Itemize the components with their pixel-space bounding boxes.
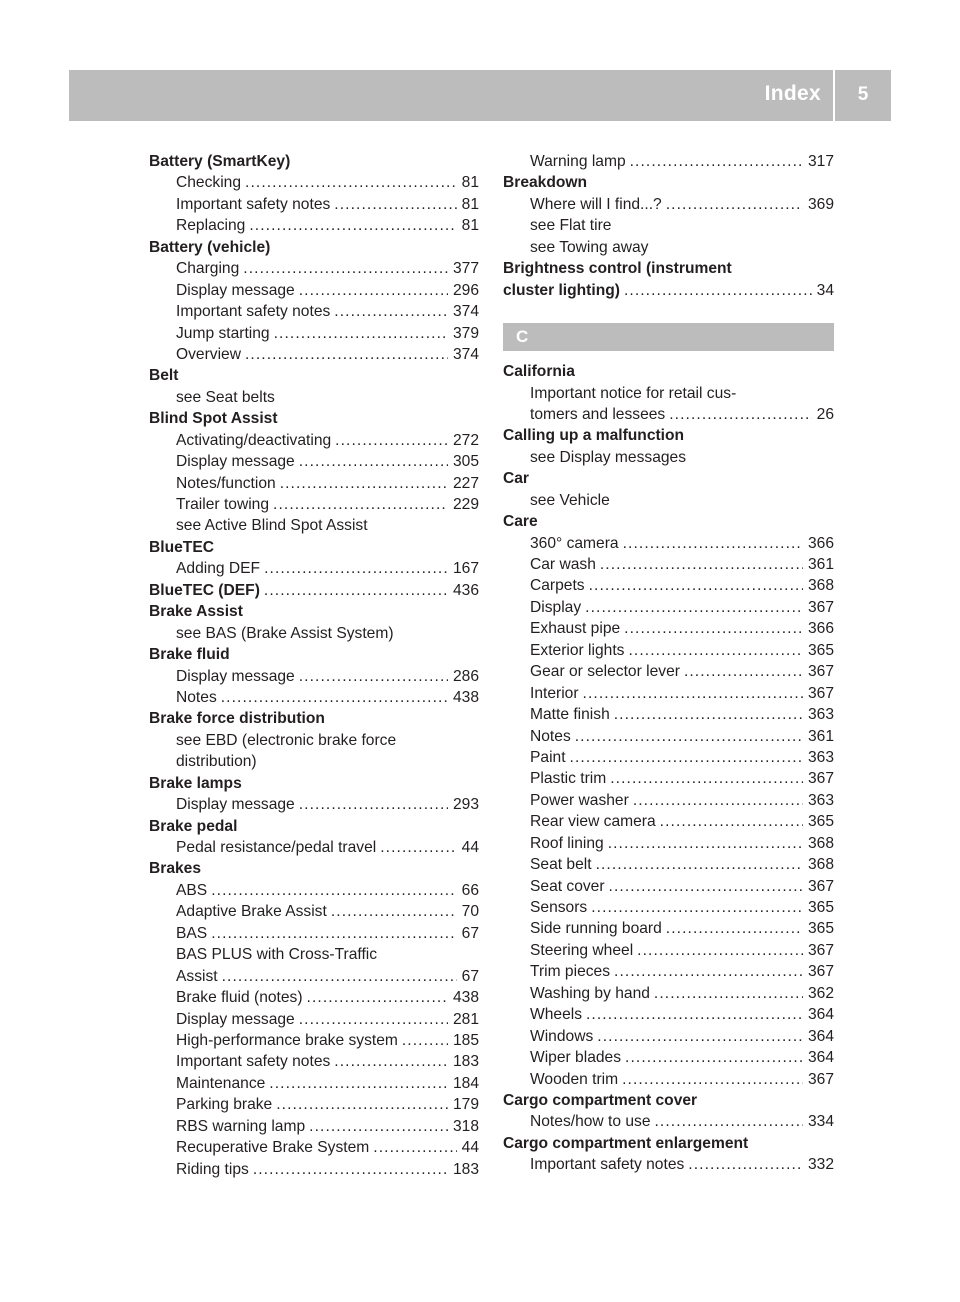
page-ref[interactable]: 272	[452, 431, 479, 449]
entry-label: Assist	[176, 967, 218, 985]
index-subentry[interactable]	[503, 811, 834, 832]
page-ref[interactable]: 67	[461, 924, 479, 942]
page-ref[interactable]: 184	[452, 1074, 479, 1092]
index-subentry: see Active Blind Spot Assist	[176, 517, 368, 535]
entry-label: Charging	[176, 260, 240, 278]
entry-label: Interior	[530, 684, 579, 702]
index-column-right	[503, 151, 834, 1176]
index-subentry[interactable]	[149, 794, 479, 815]
dot-leader	[630, 151, 803, 172]
entry-label: Important safety notes	[530, 1156, 685, 1174]
entry-label: Display	[530, 598, 582, 616]
page-ref[interactable]: 365	[807, 813, 834, 831]
section-header	[503, 323, 834, 351]
index-subentry[interactable]	[503, 726, 834, 747]
page-ref[interactable]: 367	[807, 963, 834, 981]
entry-label: Wooden trim	[530, 1070, 619, 1088]
dot-leader	[380, 837, 456, 858]
entry-label: Important safety notes	[176, 1053, 331, 1071]
entry-label: Jump starting	[176, 324, 270, 342]
page-ref[interactable]: 365	[807, 641, 834, 659]
dot-leader	[299, 451, 448, 472]
page-ref[interactable]: 293	[452, 796, 479, 814]
dot-leader	[245, 344, 448, 365]
page-ref[interactable]: 367	[807, 877, 834, 895]
page-ref[interactable]: 367	[807, 770, 834, 788]
dot-leader	[583, 683, 803, 704]
index-subentry[interactable]	[503, 1004, 834, 1025]
index-subentry[interactable]	[503, 1026, 834, 1047]
page-ref[interactable]: 185	[452, 1031, 479, 1049]
page-ref[interactable]: 67	[461, 967, 479, 985]
page-ref[interactable]: 286	[452, 667, 479, 685]
dot-leader	[614, 704, 803, 725]
page-ref[interactable]: 363	[807, 706, 834, 724]
index-heading: Car	[503, 470, 530, 488]
dot-leader	[331, 901, 457, 922]
index-subentry[interactable]	[149, 923, 479, 944]
page-ref[interactable]: 364	[807, 1027, 834, 1045]
page-ref[interactable]: 332	[807, 1156, 834, 1174]
page-ref[interactable]: 318	[452, 1117, 479, 1135]
index-subentry[interactable]	[503, 1069, 834, 1090]
index-subentry[interactable]	[149, 301, 479, 322]
index-subentry: BAS PLUS with Cross-Traffic	[176, 946, 378, 964]
dot-leader	[280, 473, 448, 494]
dot-leader	[273, 494, 448, 515]
entry-label: Power washer	[530, 791, 629, 809]
entry-label: Wheels	[530, 1006, 582, 1024]
index-subentry[interactable]	[503, 533, 834, 554]
index-heading: Battery (vehicle)	[149, 238, 271, 256]
dot-leader	[222, 966, 457, 987]
dot-leader	[299, 280, 448, 301]
index-subentry[interactable]	[149, 430, 479, 451]
index-subentry[interactable]	[149, 666, 479, 687]
index-column-left	[149, 151, 479, 1180]
index-subentry: see Seat belts	[176, 388, 275, 406]
index-subentry[interactable]	[149, 687, 479, 708]
dot-leader	[654, 983, 803, 1004]
index-heading: Cargo compartment enlargement	[503, 1134, 749, 1152]
page-ref[interactable]: 368	[807, 577, 834, 595]
index-subentry: distribution)	[176, 753, 257, 771]
page-ref[interactable]: 374	[452, 303, 479, 321]
index-subentry[interactable]	[503, 597, 834, 618]
page-ref[interactable]: 363	[807, 748, 834, 766]
index-subentry[interactable]	[149, 987, 479, 1008]
entry-label: Exhaust pipe	[530, 620, 621, 638]
dot-leader	[245, 172, 457, 193]
index-subentry[interactable]	[503, 404, 834, 425]
entry-label: Plastic trim	[530, 770, 607, 788]
entry-label: BlueTEC (DEF)	[149, 581, 260, 599]
dot-leader	[614, 961, 803, 982]
entry-label: Display message	[176, 281, 295, 299]
entry-label: Paint	[530, 748, 566, 766]
entry-label: Important safety notes	[176, 195, 331, 213]
entry-label: Display message	[176, 796, 295, 814]
index-heading: Brakes	[149, 860, 202, 878]
page-ref[interactable]: 366	[807, 620, 834, 638]
entry-label: tomers and lessees	[530, 405, 666, 423]
index-subentry: see Flat tire	[530, 217, 612, 235]
page-ref[interactable]: 377	[452, 260, 479, 278]
entry-label: Seat belt	[530, 856, 592, 874]
dot-leader	[299, 1009, 448, 1030]
index-subentry[interactable]	[503, 575, 834, 596]
index-subentry[interactable]	[503, 683, 834, 704]
index-subentry[interactable]	[503, 1047, 834, 1068]
index-subentry[interactable]	[149, 451, 479, 472]
dot-leader	[249, 215, 456, 236]
dot-leader	[274, 323, 448, 344]
dot-leader	[624, 280, 812, 301]
dot-leader	[624, 618, 803, 639]
entry-label: Riding tips	[176, 1160, 249, 1178]
entry-label: Matte finish	[530, 706, 610, 724]
page-ref[interactable]: 436	[452, 581, 479, 599]
entry-label: Exterior lights	[530, 641, 625, 659]
entry-label: Sensors	[530, 899, 588, 916]
index-subentry[interactable]	[149, 215, 479, 236]
page-ref[interactable]: 229	[452, 496, 479, 513]
index-heading: Brake force distribution	[149, 710, 325, 728]
entry-label: High-performance brake system	[176, 1031, 398, 1049]
dot-leader	[299, 794, 448, 815]
dot-leader	[299, 666, 448, 687]
index-heading: Blind Spot Assist	[149, 410, 278, 428]
index-subentry[interactable]	[149, 1051, 479, 1072]
dot-leader	[596, 854, 803, 875]
index-subentry[interactable]	[149, 880, 479, 901]
entry-label: Display message	[176, 1010, 295, 1028]
dot-leader	[243, 258, 448, 279]
dot-leader	[608, 833, 803, 854]
index-heading: Belt	[149, 367, 179, 385]
dot-leader	[334, 1051, 448, 1072]
page-ref[interactable]: 368	[807, 856, 834, 874]
index-subentry[interactable]	[149, 1073, 479, 1094]
page-ref[interactable]: 281	[452, 1010, 479, 1028]
dot-leader	[637, 940, 803, 961]
index-subentry[interactable]	[149, 1159, 479, 1180]
index-subentry[interactable]	[503, 640, 834, 661]
index-heading: Brake pedal	[149, 817, 238, 835]
dot-leader	[221, 687, 448, 708]
index-heading[interactable]	[503, 280, 834, 301]
index-subentry[interactable]	[503, 897, 834, 918]
index-subentry[interactable]	[149, 1137, 479, 1158]
page-ref[interactable]: 374	[452, 345, 479, 363]
index-subentry[interactable]	[503, 554, 834, 575]
page-ref[interactable]: 367	[807, 1070, 834, 1088]
header-bar	[69, 70, 833, 121]
page-number-box	[835, 70, 891, 121]
page-ref[interactable]: 44	[461, 1139, 479, 1157]
index-subentry[interactable]	[503, 940, 834, 961]
index-heading: Calling up a malfunction	[503, 427, 685, 445]
page-ref[interactable]: 167	[452, 560, 479, 578]
entry-label: Washing by hand	[530, 984, 650, 1002]
page-ref[interactable]: 81	[461, 217, 479, 235]
page-ref[interactable]: 179	[452, 1096, 479, 1114]
page-ref[interactable]: 365	[807, 899, 834, 916]
page-ref[interactable]: 367	[807, 663, 834, 681]
index-subentry: Important notice for retail cus-	[530, 384, 737, 402]
page-ref[interactable]: 367	[807, 941, 834, 959]
dot-leader	[633, 790, 803, 811]
page-ref[interactable]: 334	[807, 1113, 834, 1131]
page-ref[interactable]: 361	[807, 556, 834, 573]
index-subentry[interactable]	[149, 1009, 479, 1030]
page-ref[interactable]: 364	[807, 1006, 834, 1024]
dot-leader	[264, 580, 448, 601]
entry-label: Display message	[176, 453, 295, 471]
index-subentry[interactable]	[503, 833, 834, 854]
entry-label: Gear or selector lever	[530, 663, 680, 681]
index-subentry[interactable]	[503, 768, 834, 789]
entry-label: Adding DEF	[176, 560, 261, 578]
page-ref[interactable]: 81	[461, 174, 479, 192]
dot-leader	[269, 1073, 448, 1094]
index-subentry[interactable]	[503, 790, 834, 811]
entry-label: Warning lamp	[530, 153, 626, 170]
entry-label: Important safety notes	[176, 303, 331, 321]
index-subentry: see Towing away	[530, 238, 649, 256]
index-subentry[interactable]	[149, 473, 479, 494]
index-subentry[interactable]	[503, 704, 834, 725]
index-subentry: see Vehicle	[530, 491, 610, 509]
page-ref[interactable]: 368	[807, 834, 834, 852]
index-heading: Battery (SmartKey)	[149, 153, 291, 170]
entry-label: Recuperative Brake System	[176, 1139, 370, 1157]
dot-leader	[373, 1137, 456, 1158]
entry-label: Wiper blades	[530, 1049, 622, 1067]
index-subentry[interactable]	[149, 1094, 479, 1115]
index-subentry[interactable]	[149, 966, 479, 987]
dot-leader	[625, 1047, 803, 1068]
page-ref[interactable]: 438	[452, 688, 479, 706]
entry-label: Replacing	[176, 217, 246, 235]
page-ref[interactable]: 26	[816, 405, 834, 423]
entry-label: Notes/how to use	[530, 1113, 651, 1131]
dot-leader	[586, 1004, 803, 1025]
dot-leader	[655, 1111, 803, 1132]
dot-leader	[600, 554, 803, 575]
page-ref[interactable]: 70	[461, 903, 479, 921]
index-subentry[interactable]	[149, 837, 479, 858]
index-heading: Brake fluid	[149, 646, 230, 664]
dot-leader	[335, 430, 448, 451]
dot-leader	[253, 1159, 448, 1180]
entry-label: RBS warning lamp	[176, 1117, 306, 1135]
index-subentry[interactable]	[503, 194, 834, 215]
page-ref[interactable]: 183	[452, 1053, 479, 1071]
index-subentry[interactable]	[503, 747, 834, 768]
index-subentry[interactable]	[149, 344, 479, 365]
index-subentry[interactable]	[503, 618, 834, 639]
entry-label: Steering wheel	[530, 941, 634, 959]
entry-label: Activating/deactivating	[176, 431, 332, 449]
entry-label: Notes	[530, 727, 571, 745]
dot-leader	[585, 597, 803, 618]
index-subentry[interactable]	[149, 1116, 479, 1137]
index-subentry[interactable]	[503, 961, 834, 982]
dot-leader	[211, 880, 456, 901]
index-heading: Brightness control (instrument	[503, 260, 732, 278]
index-heading: California	[503, 363, 575, 381]
entry-label: Brake fluid (notes)	[176, 989, 303, 1007]
page-ref[interactable]: 44	[461, 839, 479, 856]
dot-leader	[264, 558, 448, 579]
index-subentry[interactable]	[149, 323, 479, 344]
index-subentry[interactable]	[503, 876, 834, 897]
page-ref[interactable]: 369	[807, 195, 834, 213]
page-ref[interactable]: 362	[807, 984, 834, 1002]
entry-label: Carpets	[530, 577, 585, 595]
index-subentry[interactable]	[503, 151, 834, 172]
index-subentry[interactable]	[149, 1030, 479, 1051]
page-number: 5	[857, 84, 869, 105]
entry-label: Display message	[176, 667, 295, 685]
dot-leader	[623, 533, 803, 554]
index-subentry[interactable]	[149, 280, 479, 301]
dot-leader	[570, 747, 803, 768]
index-subentry[interactable]	[149, 258, 479, 279]
index-heading: Care	[503, 513, 538, 531]
dot-leader	[684, 661, 803, 682]
index-subentry: see EBD (electronic brake force	[176, 731, 397, 749]
dot-leader	[688, 1154, 803, 1175]
index-subentry[interactable]	[503, 854, 834, 875]
entry-label: Where will I find...?	[530, 195, 662, 213]
page-ref[interactable]: 361	[807, 727, 834, 745]
page-title: Index	[764, 82, 821, 105]
entry-label: Trailer towing	[176, 496, 270, 513]
entry-label: cluster lighting)	[503, 281, 620, 299]
page-ref[interactable]: 66	[461, 881, 479, 899]
index-heading: Cargo compartment cover	[503, 1091, 698, 1109]
index-heading: BlueTEC	[149, 538, 214, 556]
dot-leader	[276, 1094, 448, 1115]
index-subentry: see Display messages	[530, 448, 687, 466]
entry-label: Notes/function	[176, 474, 276, 492]
section-letter: C	[516, 327, 529, 347]
entry-label: ABS	[176, 881, 208, 899]
entry-label: Notes	[176, 688, 217, 706]
entry-label: Car wash	[530, 556, 596, 573]
dot-leader	[402, 1030, 448, 1051]
index-heading: Brake Assist	[149, 603, 243, 621]
index-subentry[interactable]	[503, 1154, 834, 1175]
entry-label: Seat cover	[530, 877, 605, 895]
entry-label: Checking	[176, 174, 242, 192]
index-subentry[interactable]	[503, 918, 834, 939]
page-ref[interactable]: 34	[816, 281, 834, 299]
entry-label: Roof lining	[530, 834, 604, 852]
index-subentry[interactable]	[149, 172, 479, 193]
dot-leader	[666, 194, 803, 215]
index-subentry[interactable]	[149, 558, 479, 579]
page-ref[interactable]: 81	[461, 195, 479, 213]
entry-label: 360° camera	[530, 534, 619, 552]
index-subentry[interactable]	[503, 1111, 834, 1132]
dot-leader	[334, 194, 456, 215]
index-subentry[interactable]	[503, 983, 834, 1004]
page-ref[interactable]: 305	[452, 453, 479, 471]
page-ref[interactable]: 364	[807, 1049, 834, 1067]
page-ref[interactable]: 366	[807, 534, 834, 552]
page-ref[interactable]: 379	[452, 324, 479, 342]
index-subentry[interactable]	[503, 661, 834, 682]
dot-leader	[589, 575, 803, 596]
page-ref[interactable]: 438	[452, 989, 479, 1007]
entry-label: Trim pieces	[530, 963, 611, 981]
dot-leader	[307, 987, 448, 1008]
dot-leader	[628, 640, 803, 661]
page-ref[interactable]: 367	[807, 684, 834, 702]
page-ref[interactable]: 363	[807, 791, 834, 809]
dot-leader	[666, 918, 803, 939]
dot-leader	[660, 811, 803, 832]
dot-leader	[575, 726, 803, 747]
page-ref[interactable]: 365	[807, 920, 834, 938]
page-ref[interactable]: 296	[452, 281, 479, 299]
dot-leader	[622, 1069, 803, 1090]
index-subentry[interactable]	[149, 494, 479, 515]
dot-leader	[610, 768, 803, 789]
index-heading: Breakdown	[503, 174, 588, 192]
page-ref[interactable]: 227	[452, 474, 479, 492]
index-subentry[interactable]	[149, 901, 479, 922]
dot-leader	[597, 1026, 803, 1047]
page-ref[interactable]: 317	[807, 153, 834, 170]
entry-label: Overview	[176, 345, 241, 363]
entry-label: Windows	[530, 1027, 594, 1045]
index-subentry[interactable]	[149, 194, 479, 215]
dot-leader	[669, 404, 811, 425]
dot-leader	[609, 876, 803, 897]
index-subentry: see BAS (Brake Assist System)	[176, 624, 394, 642]
entry-label: BAS	[176, 924, 208, 942]
entry-label: Parking brake	[176, 1096, 273, 1114]
entry-label: Adaptive Brake Assist	[176, 903, 327, 921]
index-heading: Brake lamps	[149, 774, 242, 792]
dot-leader	[309, 1116, 448, 1137]
page-ref[interactable]: 183	[452, 1160, 479, 1178]
entry-label: Maintenance	[176, 1074, 266, 1092]
dot-leader	[211, 923, 456, 944]
dot-leader	[591, 897, 803, 918]
dot-leader	[334, 301, 448, 322]
entry-label: Pedal resistance/pedal travel	[176, 839, 377, 856]
entry-label: Side running board	[530, 920, 662, 938]
page-ref[interactable]: 367	[807, 598, 834, 616]
index-heading[interactable]	[149, 580, 479, 601]
entry-label: Rear view camera	[530, 813, 656, 831]
